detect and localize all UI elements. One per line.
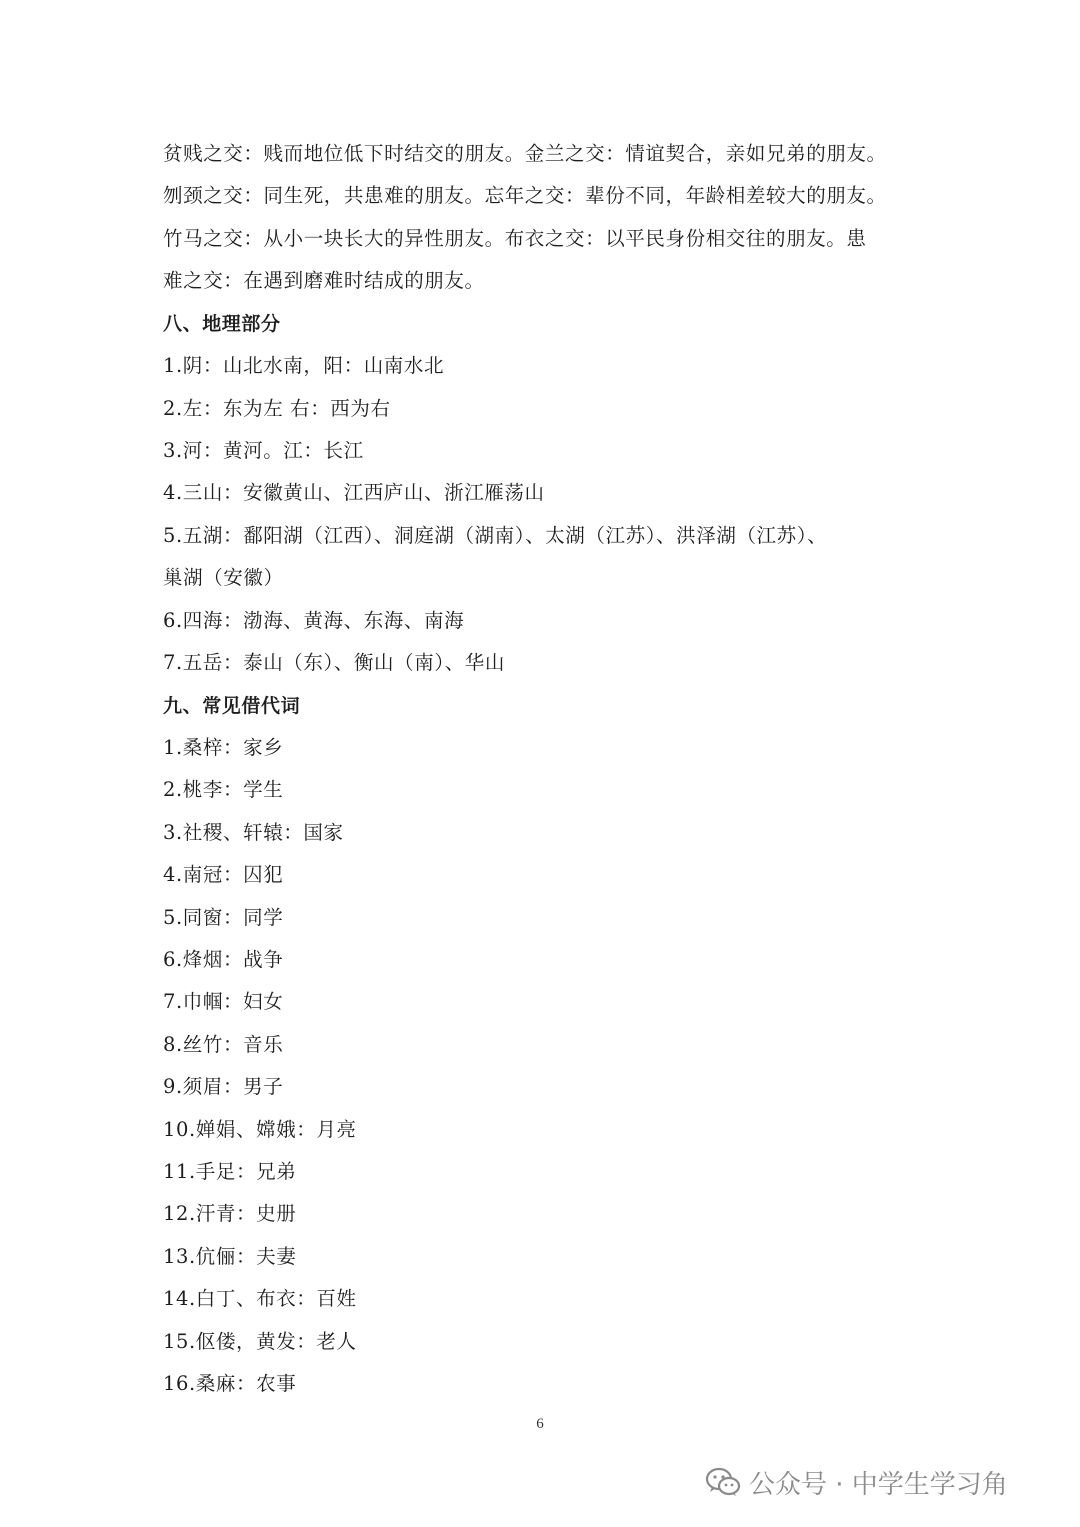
paragraph-line: 贫贱之交：贱而地位低下时结交的朋友。金兰之交：情谊契合，亲如兄弟的朋友。: [163, 142, 887, 165]
list-item: 1.阴：山北水南，阳：山南水北: [163, 354, 445, 377]
list-item: 4.南冠：囚犯: [163, 863, 284, 886]
list-item: 13.伉俪：夫妻: [163, 1245, 297, 1268]
list-item: 9.须眉：男子: [163, 1075, 284, 1098]
list-item: 巢湖（安徽）: [163, 566, 284, 589]
list-item: 7.五岳：泰山（东）、衡山（南）、华山: [163, 651, 506, 674]
list-item: 7.巾帼：妇女: [163, 990, 284, 1013]
list-item: 1.桑梓：家乡: [163, 736, 284, 759]
list-item: 5.五湖：鄱阳湖（江西）、洞庭湖（湖南）、太湖（江苏）、洪泽湖（江苏）、: [163, 524, 828, 547]
list-item: 8.丝竹：音乐: [163, 1033, 284, 1056]
section-heading-metonyms: 九、常见借代词: [163, 695, 301, 717]
list-item: 2.桃李：学生: [163, 778, 284, 801]
page-number: 6: [536, 1416, 544, 1432]
watermark-text: 公众号 · 中学生学习角: [749, 1469, 1008, 1500]
list-item: 12.汗青：史册: [163, 1202, 297, 1225]
list-item: 5.同窗：同学: [163, 906, 284, 929]
list-item: 2.左：东为左 右：西为右: [163, 397, 391, 420]
section-heading-geography: 八、地理部分: [163, 313, 281, 335]
list-item: 16.桑麻：农事: [163, 1372, 297, 1395]
paragraph-line: 刎颈之交：同生死，共患难的朋友。忘年之交：辈份不同，年龄相差较大的朋友。: [163, 184, 887, 207]
list-item: 11.手足：兄弟: [163, 1160, 297, 1183]
list-item: 6.烽烟：战争: [163, 948, 284, 971]
paragraph-line: 竹马之交：从小一块长大的异性朋友。布衣之交：以平民身份相交往的朋友。患: [163, 227, 867, 250]
list-item: 3.河：黄河。江：长江: [163, 439, 364, 462]
list-item: 3.社稷、轩辕：国家: [163, 821, 344, 844]
watermark: [705, 1462, 1008, 1502]
paragraph-line: 难之交：在遇到磨难时结成的朋友。: [163, 269, 485, 292]
list-item: 4.三山：安徽黄山、江西庐山、浙江雁荡山: [163, 481, 545, 504]
wechat-icon: [705, 1467, 741, 1497]
list-item: 6.四海：渤海、黄海、东海、南海: [163, 609, 465, 632]
list-item: 15.伛偻，黄发：老人: [163, 1330, 357, 1353]
list-item: 14.白丁、布衣：百姓: [163, 1287, 357, 1310]
list-item: 10.婵娟、嫦娥：月亮: [163, 1118, 357, 1141]
